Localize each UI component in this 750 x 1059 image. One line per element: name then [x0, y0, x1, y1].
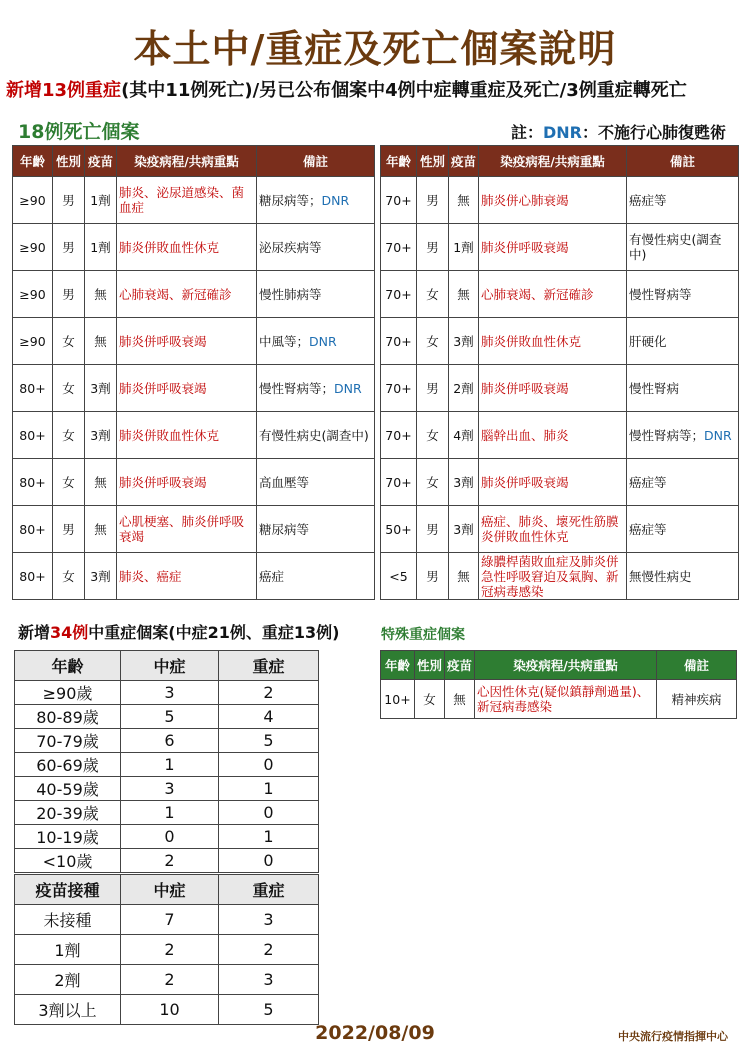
sex-cell: 女 — [53, 412, 85, 459]
remark-text: 慢性腎病等； — [629, 427, 705, 443]
remark-cell — [627, 365, 739, 412]
sex-cell: 男 — [417, 506, 449, 553]
remark-cell — [257, 506, 375, 553]
course-cell: 肺炎併呼吸衰竭 — [117, 318, 257, 365]
deaths-section-title: 18例死亡個案 — [18, 121, 140, 143]
age-cell: 10+ — [381, 680, 415, 719]
remark-cell — [627, 318, 739, 365]
age-cell: ≥90 — [13, 318, 53, 365]
header-age-group: 年齡 — [15, 651, 121, 681]
header-vaccination: 疫苗接種 — [15, 875, 121, 905]
course-cell: 心肌梗塞、肺炎併呼吸衰竭 — [117, 506, 257, 553]
remark-text: 慢性腎病等； — [259, 380, 335, 396]
vaccine-cell: 3劑 — [449, 506, 479, 553]
remark-text: 中風等； — [259, 333, 310, 349]
table-row — [13, 553, 375, 600]
header-age: 年齡 — [381, 651, 415, 680]
sex-cell: 男 — [53, 271, 85, 318]
remark-cell — [257, 553, 375, 600]
sex-cell: 女 — [417, 271, 449, 318]
sex-cell: 男 — [53, 177, 85, 224]
course-cell: 肺炎併呼吸衰竭 — [117, 459, 257, 506]
remark-text: 癌症等 — [629, 474, 667, 490]
header-vaccine: 疫苗 — [85, 146, 117, 177]
severe-count-cell: 5 — [219, 995, 319, 1025]
remark-text: 慢性腎病 — [629, 380, 680, 396]
sex-cell: 女 — [417, 412, 449, 459]
moderate-count-cell: 2 — [121, 849, 219, 873]
table-row — [15, 801, 319, 825]
group-label-cell: 3劑以上 — [15, 995, 121, 1025]
course-cell: 肺炎併敗血性休克 — [479, 318, 627, 365]
sex-cell: 男 — [53, 506, 85, 553]
severe-title-suffix: 中重症個案(中症21例、重症13例) — [88, 623, 340, 642]
group-label-cell: 70-79歲 — [15, 729, 121, 753]
course-cell: 綠膿桿菌敗血症及肺炎併急性呼吸窘迫及氣胸、新冠病毒感染 — [479, 553, 627, 600]
sex-cell: 女 — [417, 318, 449, 365]
table-row — [15, 825, 319, 849]
header-sex: 性別 — [415, 651, 445, 680]
age-cell: 70+ — [381, 318, 417, 365]
sex-cell: 男 — [417, 365, 449, 412]
remark-cell — [257, 271, 375, 318]
course-cell: 肺炎、泌尿道感染、菌血症 — [117, 177, 257, 224]
table-row — [15, 681, 319, 705]
remark-text: 癌症 — [259, 568, 285, 584]
age-table-header — [15, 651, 319, 681]
vaccine-cell: 3劑 — [449, 318, 479, 365]
sex-cell: 女 — [53, 553, 85, 600]
table-row — [15, 777, 319, 801]
header-remark: 備註 — [627, 146, 739, 177]
group-label-cell: 80-89歲 — [15, 705, 121, 729]
page-subtitle — [6, 76, 750, 102]
vaccine-cell: 無 — [85, 318, 117, 365]
moderate-count-cell: 0 — [121, 825, 219, 849]
severe-count-cell: 1 — [219, 825, 319, 849]
remark-text: 慢性腎病等 — [629, 286, 692, 302]
table-row — [381, 506, 739, 553]
header-course: 染疫病程/共病重點 — [117, 146, 257, 177]
course-cell: 心肺衰竭、新冠確診 — [479, 271, 627, 318]
vaccine-cell: 1劑 — [85, 224, 117, 271]
remark-cell — [627, 506, 739, 553]
vaccine-cell: 2劑 — [449, 365, 479, 412]
severe-count-cell: 2 — [219, 935, 319, 965]
table-row — [13, 365, 375, 412]
remark-text: 高血壓等 — [259, 474, 310, 490]
table-row — [15, 705, 319, 729]
header-sex: 性別 — [417, 146, 449, 177]
header-severe: 重症 — [219, 875, 319, 905]
course-cell: 肺炎併敗血性休克 — [117, 224, 257, 271]
vaccine-cell: 3劑 — [85, 412, 117, 459]
remark-cell — [257, 365, 375, 412]
age-cell: <5 — [381, 553, 417, 600]
course-cell: 肺炎併呼吸衰竭 — [479, 459, 627, 506]
remark-cell — [257, 318, 375, 365]
group-label-cell: 2劑 — [15, 965, 121, 995]
table-row — [15, 965, 319, 995]
remark-text: 有慢性病史(調查中) — [259, 427, 369, 443]
age-cell: 70+ — [381, 365, 417, 412]
moderate-count-cell: 3 — [121, 777, 219, 801]
severe-count-cell: 3 — [219, 965, 319, 995]
table-row — [381, 365, 739, 412]
remark-text: 肝硬化 — [629, 333, 667, 349]
deaths-table-right-header — [381, 146, 739, 177]
vaccine-cell: 無 — [85, 459, 117, 506]
vaccine-cell: 3劑 — [85, 365, 117, 412]
table-row — [381, 318, 739, 365]
vaccine-cell: 1劑 — [85, 177, 117, 224]
dnr-tag: DNR — [309, 333, 337, 349]
vaccine-stats-table — [14, 874, 319, 1025]
sex-cell: 男 — [53, 224, 85, 271]
moderate-count-cell: 1 — [121, 801, 219, 825]
course-cell: 肺炎併呼吸衰竭 — [479, 224, 627, 271]
moderate-count-cell: 7 — [121, 905, 219, 935]
course-cell: 肺炎併敗血性休克 — [117, 412, 257, 459]
table-row — [381, 553, 739, 600]
vaccine-cell: 3劑 — [85, 553, 117, 600]
vaccine-cell: 無 — [449, 553, 479, 600]
table-row — [15, 849, 319, 873]
organization-name: 中央流行疫情指揮中心 — [618, 1030, 728, 1043]
severe-count-cell: 4 — [219, 705, 319, 729]
header-remark: 備註 — [657, 651, 737, 680]
age-stats-table — [14, 650, 319, 873]
header-remark: 備註 — [257, 146, 375, 177]
table-row — [381, 412, 739, 459]
course-cell: 心肺衰竭、新冠確診 — [117, 271, 257, 318]
dnr-note-term: DNR — [542, 123, 582, 142]
remark-text: 泌尿疾病等 — [259, 239, 322, 255]
remark-cell — [627, 459, 739, 506]
header-vaccine: 疫苗 — [445, 651, 475, 680]
header-age: 年齡 — [13, 146, 53, 177]
sex-cell: 女 — [415, 680, 445, 719]
moderate-count-cell: 6 — [121, 729, 219, 753]
remark-text: 癌症等 — [629, 521, 667, 537]
report-date: 2022/08/09 — [315, 1022, 435, 1044]
group-label-cell: 60-69歲 — [15, 753, 121, 777]
header-moderate: 中症 — [121, 651, 219, 681]
table-row — [13, 271, 375, 318]
sex-cell: 女 — [53, 318, 85, 365]
table-row — [381, 271, 739, 318]
age-cell: 80+ — [13, 506, 53, 553]
severe-count-cell: 0 — [219, 753, 319, 777]
remark-cell — [627, 177, 739, 224]
sex-cell: 男 — [417, 177, 449, 224]
age-cell: 80+ — [13, 553, 53, 600]
age-cell: 80+ — [13, 459, 53, 506]
severe-count-cell: 3 — [219, 905, 319, 935]
remark-cell — [257, 412, 375, 459]
header-moderate: 中症 — [121, 875, 219, 905]
severe-count-cell: 1 — [219, 777, 319, 801]
vaccine-cell: 無 — [445, 680, 475, 719]
sex-cell: 女 — [417, 459, 449, 506]
table-row — [381, 177, 739, 224]
age-cell: ≥90 — [13, 224, 53, 271]
vaccine-cell: 無 — [85, 271, 117, 318]
remark-cell — [257, 177, 375, 224]
table-row — [381, 224, 739, 271]
special-case-table — [380, 650, 737, 719]
vaccine-cell: 無 — [449, 271, 479, 318]
age-cell: 50+ — [381, 506, 417, 553]
remark-text: 慢性肺病等 — [259, 286, 322, 302]
remark-text: 糖尿病等； — [259, 192, 322, 208]
sex-cell: 女 — [53, 365, 85, 412]
course-cell: 腦幹出血、肺炎 — [479, 412, 627, 459]
deaths-table-left — [12, 145, 375, 600]
group-label-cell: ≥90歲 — [15, 681, 121, 705]
remark-text: 糖尿病等 — [259, 521, 310, 537]
age-cell: ≥90 — [13, 177, 53, 224]
header-sex: 性別 — [53, 146, 85, 177]
sex-cell: 男 — [417, 553, 449, 600]
table-row — [15, 753, 319, 777]
header-vaccine: 疫苗 — [449, 146, 479, 177]
table-row — [13, 459, 375, 506]
age-cell: 80+ — [13, 412, 53, 459]
table-row — [15, 995, 319, 1025]
remark-text: 癌症等 — [629, 192, 667, 208]
header-course: 染疫病程/共病重點 — [475, 651, 657, 680]
severe-title-count: 34例 — [50, 623, 89, 642]
remark-cell — [627, 224, 739, 271]
course-cell: 心因性休克(疑似鎮靜劑過量)、新冠病毒感染 — [475, 680, 657, 719]
table-row — [381, 680, 737, 719]
header-severe: 重症 — [219, 651, 319, 681]
age-cell: 70+ — [381, 224, 417, 271]
remark-cell: 精神疾病 — [657, 680, 737, 719]
subtitle-highlight: 新增13例重症 — [6, 80, 122, 101]
group-label-cell: 20-39歲 — [15, 801, 121, 825]
severe-title-prefix: 新增 — [18, 623, 51, 642]
table-row — [381, 459, 739, 506]
remark-text: 有慢性病史(調查中) — [629, 232, 722, 262]
remark-cell — [627, 553, 739, 600]
special-section-title: 特殊重症個案 — [381, 627, 465, 643]
remark-text: 無慢性病史 — [629, 568, 692, 584]
course-cell: 肺炎併呼吸衰竭 — [479, 365, 627, 412]
table-row — [13, 412, 375, 459]
dnr-note-suffix: ：不施行心肺復甦術 — [581, 123, 726, 142]
header-age: 年齡 — [381, 146, 417, 177]
group-label-cell: <10歲 — [15, 849, 121, 873]
remark-cell — [627, 412, 739, 459]
group-label-cell: 未接種 — [15, 905, 121, 935]
group-label-cell: 40-59歲 — [15, 777, 121, 801]
course-cell: 癌症、肺炎、壞死性筋膜炎併敗血性休克 — [479, 506, 627, 553]
deaths-table-left-header — [13, 146, 375, 177]
moderate-count-cell: 5 — [121, 705, 219, 729]
group-label-cell: 1劑 — [15, 935, 121, 965]
course-cell: 肺炎併呼吸衰竭 — [117, 365, 257, 412]
moderate-count-cell: 3 — [121, 681, 219, 705]
age-cell: 70+ — [381, 177, 417, 224]
moderate-count-cell: 1 — [121, 753, 219, 777]
sex-cell: 女 — [53, 459, 85, 506]
severe-section-title — [18, 620, 339, 643]
sex-cell: 男 — [417, 224, 449, 271]
remark-cell — [257, 459, 375, 506]
remark-cell — [627, 271, 739, 318]
vaccine-cell: 無 — [85, 506, 117, 553]
severe-count-cell: 5 — [219, 729, 319, 753]
deaths-table-right — [380, 145, 739, 600]
table-row — [15, 935, 319, 965]
table-row — [13, 318, 375, 365]
age-cell: 70+ — [381, 459, 417, 506]
table-row — [13, 177, 375, 224]
severe-count-cell: 0 — [219, 849, 319, 873]
moderate-count-cell: 10 — [121, 995, 219, 1025]
table-row — [15, 905, 319, 935]
age-cell: 70+ — [381, 412, 417, 459]
subtitle-detail: (其中11例死亡)/另已公布個案中4例中症轉重症及死亡/3例重症轉死亡 — [121, 80, 687, 101]
course-cell: 肺炎、癌症 — [117, 553, 257, 600]
vaccine-cell: 3劑 — [449, 459, 479, 506]
table-row — [13, 224, 375, 271]
age-cell: ≥90 — [13, 271, 53, 318]
remark-cell — [257, 224, 375, 271]
severe-count-cell: 0 — [219, 801, 319, 825]
course-cell: 肺炎併心肺衰竭 — [479, 177, 627, 224]
age-cell: 70+ — [381, 271, 417, 318]
dnr-tag: DNR — [321, 192, 350, 208]
vaccine-cell: 無 — [449, 177, 479, 224]
dnr-tag: DNR — [334, 380, 362, 396]
severe-count-cell: 2 — [219, 681, 319, 705]
header-course: 染疫病程/共病重點 — [479, 146, 627, 177]
vaccine-cell: 4劑 — [449, 412, 479, 459]
vaccine-table-header — [15, 875, 319, 905]
table-row — [13, 506, 375, 553]
dnr-tag: DNR — [704, 427, 732, 443]
group-label-cell: 10-19歲 — [15, 825, 121, 849]
moderate-count-cell: 2 — [121, 935, 219, 965]
special-table-header — [381, 651, 737, 680]
table-row — [15, 729, 319, 753]
age-cell: 80+ — [13, 365, 53, 412]
dnr-note — [511, 120, 726, 143]
vaccine-cell: 1劑 — [449, 224, 479, 271]
page-title: 本土中/重症及死亡個案說明 — [133, 27, 617, 71]
moderate-count-cell: 2 — [121, 965, 219, 995]
dnr-note-prefix: 註： — [510, 123, 543, 142]
